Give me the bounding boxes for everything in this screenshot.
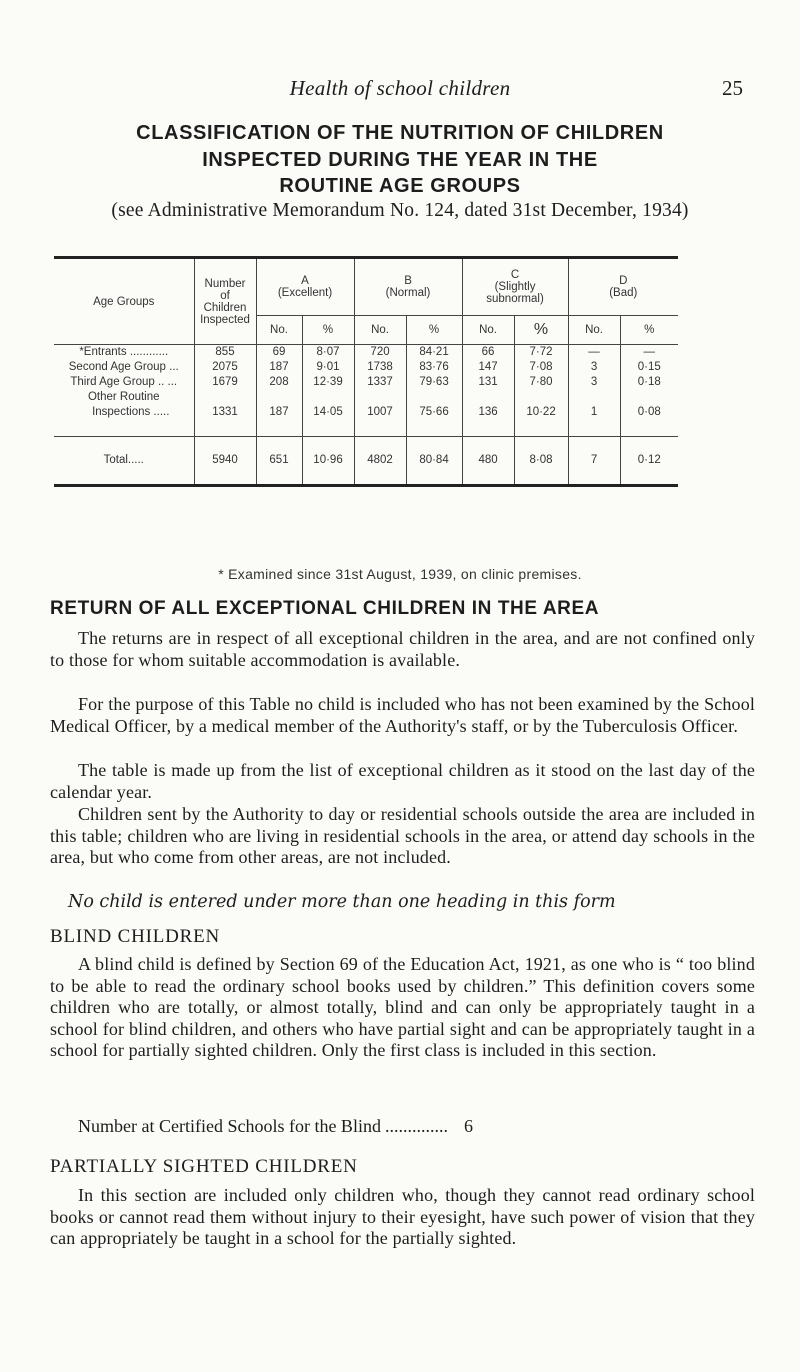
blind-count-label: Number at Certified Schools for the Blind — [78, 1116, 381, 1136]
header-text: Inspected — [200, 313, 250, 326]
running-title: Health of school children — [289, 76, 511, 100]
cell-c-pct: 10·22 — [514, 405, 568, 420]
column-header-group-a — [256, 258, 354, 316]
group-label: (Normal) — [385, 287, 431, 299]
partially-sighted-heading: PARTIALLY SIGHTED CHILDREN — [50, 1156, 358, 1177]
column-header-group-d — [568, 258, 678, 316]
cell-a-no: 187 — [256, 360, 302, 375]
cell-c-pct: 8·08 — [514, 436, 568, 485]
table-footnote: * Examined since 31st August, 1939, on clinic premises. — [218, 566, 582, 582]
cell-d-no: 1 — [568, 405, 620, 420]
header-text: of — [220, 289, 230, 302]
subheader-no: No. — [568, 316, 620, 345]
cell-b-pct: 79·63 — [406, 375, 462, 390]
blind-count-line — [78, 1116, 758, 1137]
cell-d-no: 3 — [568, 375, 620, 390]
cell-c-pct: 7·72 — [514, 345, 568, 361]
cell-c-no: 147 — [462, 360, 514, 375]
paragraph: Children sent by the Authority to day or residential schools outside the area are included in this table; children who are living in residential schools in the area, or attend day schools in the area, but who come from other areas, are not included. — [50, 804, 755, 867]
nutrition-title — [40, 120, 760, 200]
cell-c-no: 131 — [462, 375, 514, 390]
cell-a-pct: 8·07 — [302, 345, 354, 361]
paragraph: For the purpose of this Table no child is included who has not been examined by the School Medical Officer, by a medical member of the Authority's staff, or by the Tuberculosis Officer. — [50, 694, 755, 736]
group-label: subnormal) — [486, 293, 544, 305]
cell-c-pct: 7·08 — [514, 360, 568, 375]
paragraph: The returns are in respect of all exceptional children in the area, and are not confined only to those for whom suitable accommodation is available. — [50, 628, 755, 670]
cell-a-pct: 9·01 — [302, 360, 354, 375]
nutrition-table — [54, 256, 678, 487]
cell-age-group: Third Age Group .. ... — [70, 376, 178, 388]
leader-dots: .............. — [384, 1116, 448, 1136]
table-row — [54, 375, 678, 390]
cell-a-pct: 12·39 — [302, 375, 354, 390]
cell-inspected: 1679 — [194, 375, 256, 390]
cell-b-no: 1007 — [354, 405, 406, 420]
cell-inspected: 855 — [194, 345, 256, 361]
cell-inspected: 1331 — [194, 405, 256, 420]
cell-a-pct: 14·05 — [302, 405, 354, 420]
cell-d-no: 7 — [568, 436, 620, 485]
cell-c-no: 480 — [462, 436, 514, 485]
nutrition-title-line: INSPECTED DURING THE YEAR IN THE — [202, 148, 598, 171]
cell-c-no: 66 — [462, 345, 514, 361]
nutrition-title-line: CLASSIFICATION OF THE NUTRITION OF CHILDREN — [136, 122, 664, 144]
cell-a-no: 208 — [256, 375, 302, 390]
cell-d-no: 3 — [568, 360, 620, 375]
blind-children-heading: BLIND CHILDREN — [50, 926, 221, 947]
column-header-children-inspected — [194, 258, 256, 345]
group-label: (Slightly — [494, 281, 536, 293]
subheader-pct: % — [302, 316, 354, 345]
paragraph: A blind child is defined by Section 69 of the Education Act, 1921, as one who is “ too blind to be able to read the ordinary school books used by children.” This definition covers some children who are totally, or almost totally, blind and can only be appropriately taught in a school for blind children, and others who have partial sight and can be appropriately taught in a school for partially sighted children. Only the first class is included in this section. — [50, 954, 755, 1060]
cell-d-pct: 0·12 — [620, 436, 678, 485]
cell-d-pct: 0·18 — [620, 375, 678, 390]
column-header-age-groups: Age Groups — [54, 258, 194, 345]
cell-a-pct: 10·96 — [302, 436, 354, 485]
subheader-no: No. — [256, 316, 302, 345]
cell-c-no: 136 — [462, 405, 514, 420]
cell-d-no: — — [568, 345, 620, 361]
table-row — [54, 390, 678, 405]
group-letter: D — [619, 275, 628, 287]
subheader-no: No. — [462, 316, 514, 345]
cell-inspected: 5940 — [194, 436, 256, 485]
nutrition-table-wrapper — [54, 256, 678, 487]
paragraph: In this section are included only children who, though they cannot read ordinary school books or cannot read them without injury to their eyesight, have such power of vision that they can appropriately be taught in a school for the partially sighted. — [50, 1185, 755, 1248]
nutrition-subtitle: (see Administrative Memorandum No. 124, dated 31st December, 1934) — [111, 200, 689, 221]
cell-inspected: 2075 — [194, 360, 256, 375]
header-text: Children — [203, 301, 247, 314]
table-total-row — [54, 436, 678, 485]
cell-b-pct: 83·76 — [406, 360, 462, 375]
cell-b-no: 4802 — [354, 436, 406, 485]
table-row — [54, 345, 678, 361]
exceptional-children-heading: RETURN OF ALL EXCEPTIONAL CHILDREN IN THE AREA — [50, 598, 600, 619]
table-row — [54, 360, 678, 375]
cell-age-group: *Entrants ............ — [79, 346, 169, 358]
table-row — [54, 405, 678, 420]
cell-d-pct: — — [620, 345, 678, 361]
cell-age-group: Other Routine — [87, 391, 160, 403]
cell-b-pct: 80·84 — [406, 436, 462, 485]
subheader-pct: % — [620, 316, 678, 345]
cell-age-group: Inspections ..... — [92, 406, 170, 418]
cell-b-no: 720 — [354, 345, 406, 361]
cell-a-no: 651 — [256, 436, 302, 485]
cell-b-pct: 84·21 — [406, 345, 462, 361]
exceptional-note: No child is entered under more than one heading in this form — [68, 892, 616, 912]
cell-total-label: Total..... — [54, 436, 194, 485]
group-letter: C — [510, 269, 520, 281]
table-header-row — [54, 258, 678, 316]
group-letter: B — [404, 275, 412, 287]
cell-b-no: 1738 — [354, 360, 406, 375]
group-label: (Bad) — [609, 287, 638, 299]
cell-d-pct: 0·15 — [620, 360, 678, 375]
cell-c-pct: 7·80 — [514, 375, 568, 390]
cell-b-pct: 75·66 — [406, 405, 462, 420]
subheader-pct: % — [406, 316, 462, 345]
cell-a-no: 187 — [256, 405, 302, 420]
header-text: Number — [204, 277, 246, 290]
page-number: 25 — [722, 76, 743, 100]
paragraph: The table is made up from the list of exceptional children as it stood on the last day of the calendar year. — [50, 760, 755, 802]
cell-b-no: 1337 — [354, 375, 406, 390]
column-header-group-c — [462, 258, 568, 316]
subheader-no: No. — [354, 316, 406, 345]
subheader-pct: % — [514, 316, 568, 345]
cell-a-no: 69 — [256, 345, 302, 361]
blind-count-value: 6 — [463, 1116, 473, 1136]
running-header — [0, 76, 800, 106]
cell-age-group: Second Age Group ... — [68, 361, 179, 373]
group-label: (Excellent) — [277, 287, 333, 299]
group-letter: A — [301, 275, 309, 287]
column-header-group-b — [354, 258, 462, 316]
nutrition-title-line: ROUTINE AGE GROUPS — [279, 175, 521, 197]
cell-d-pct: 0·08 — [620, 405, 678, 420]
